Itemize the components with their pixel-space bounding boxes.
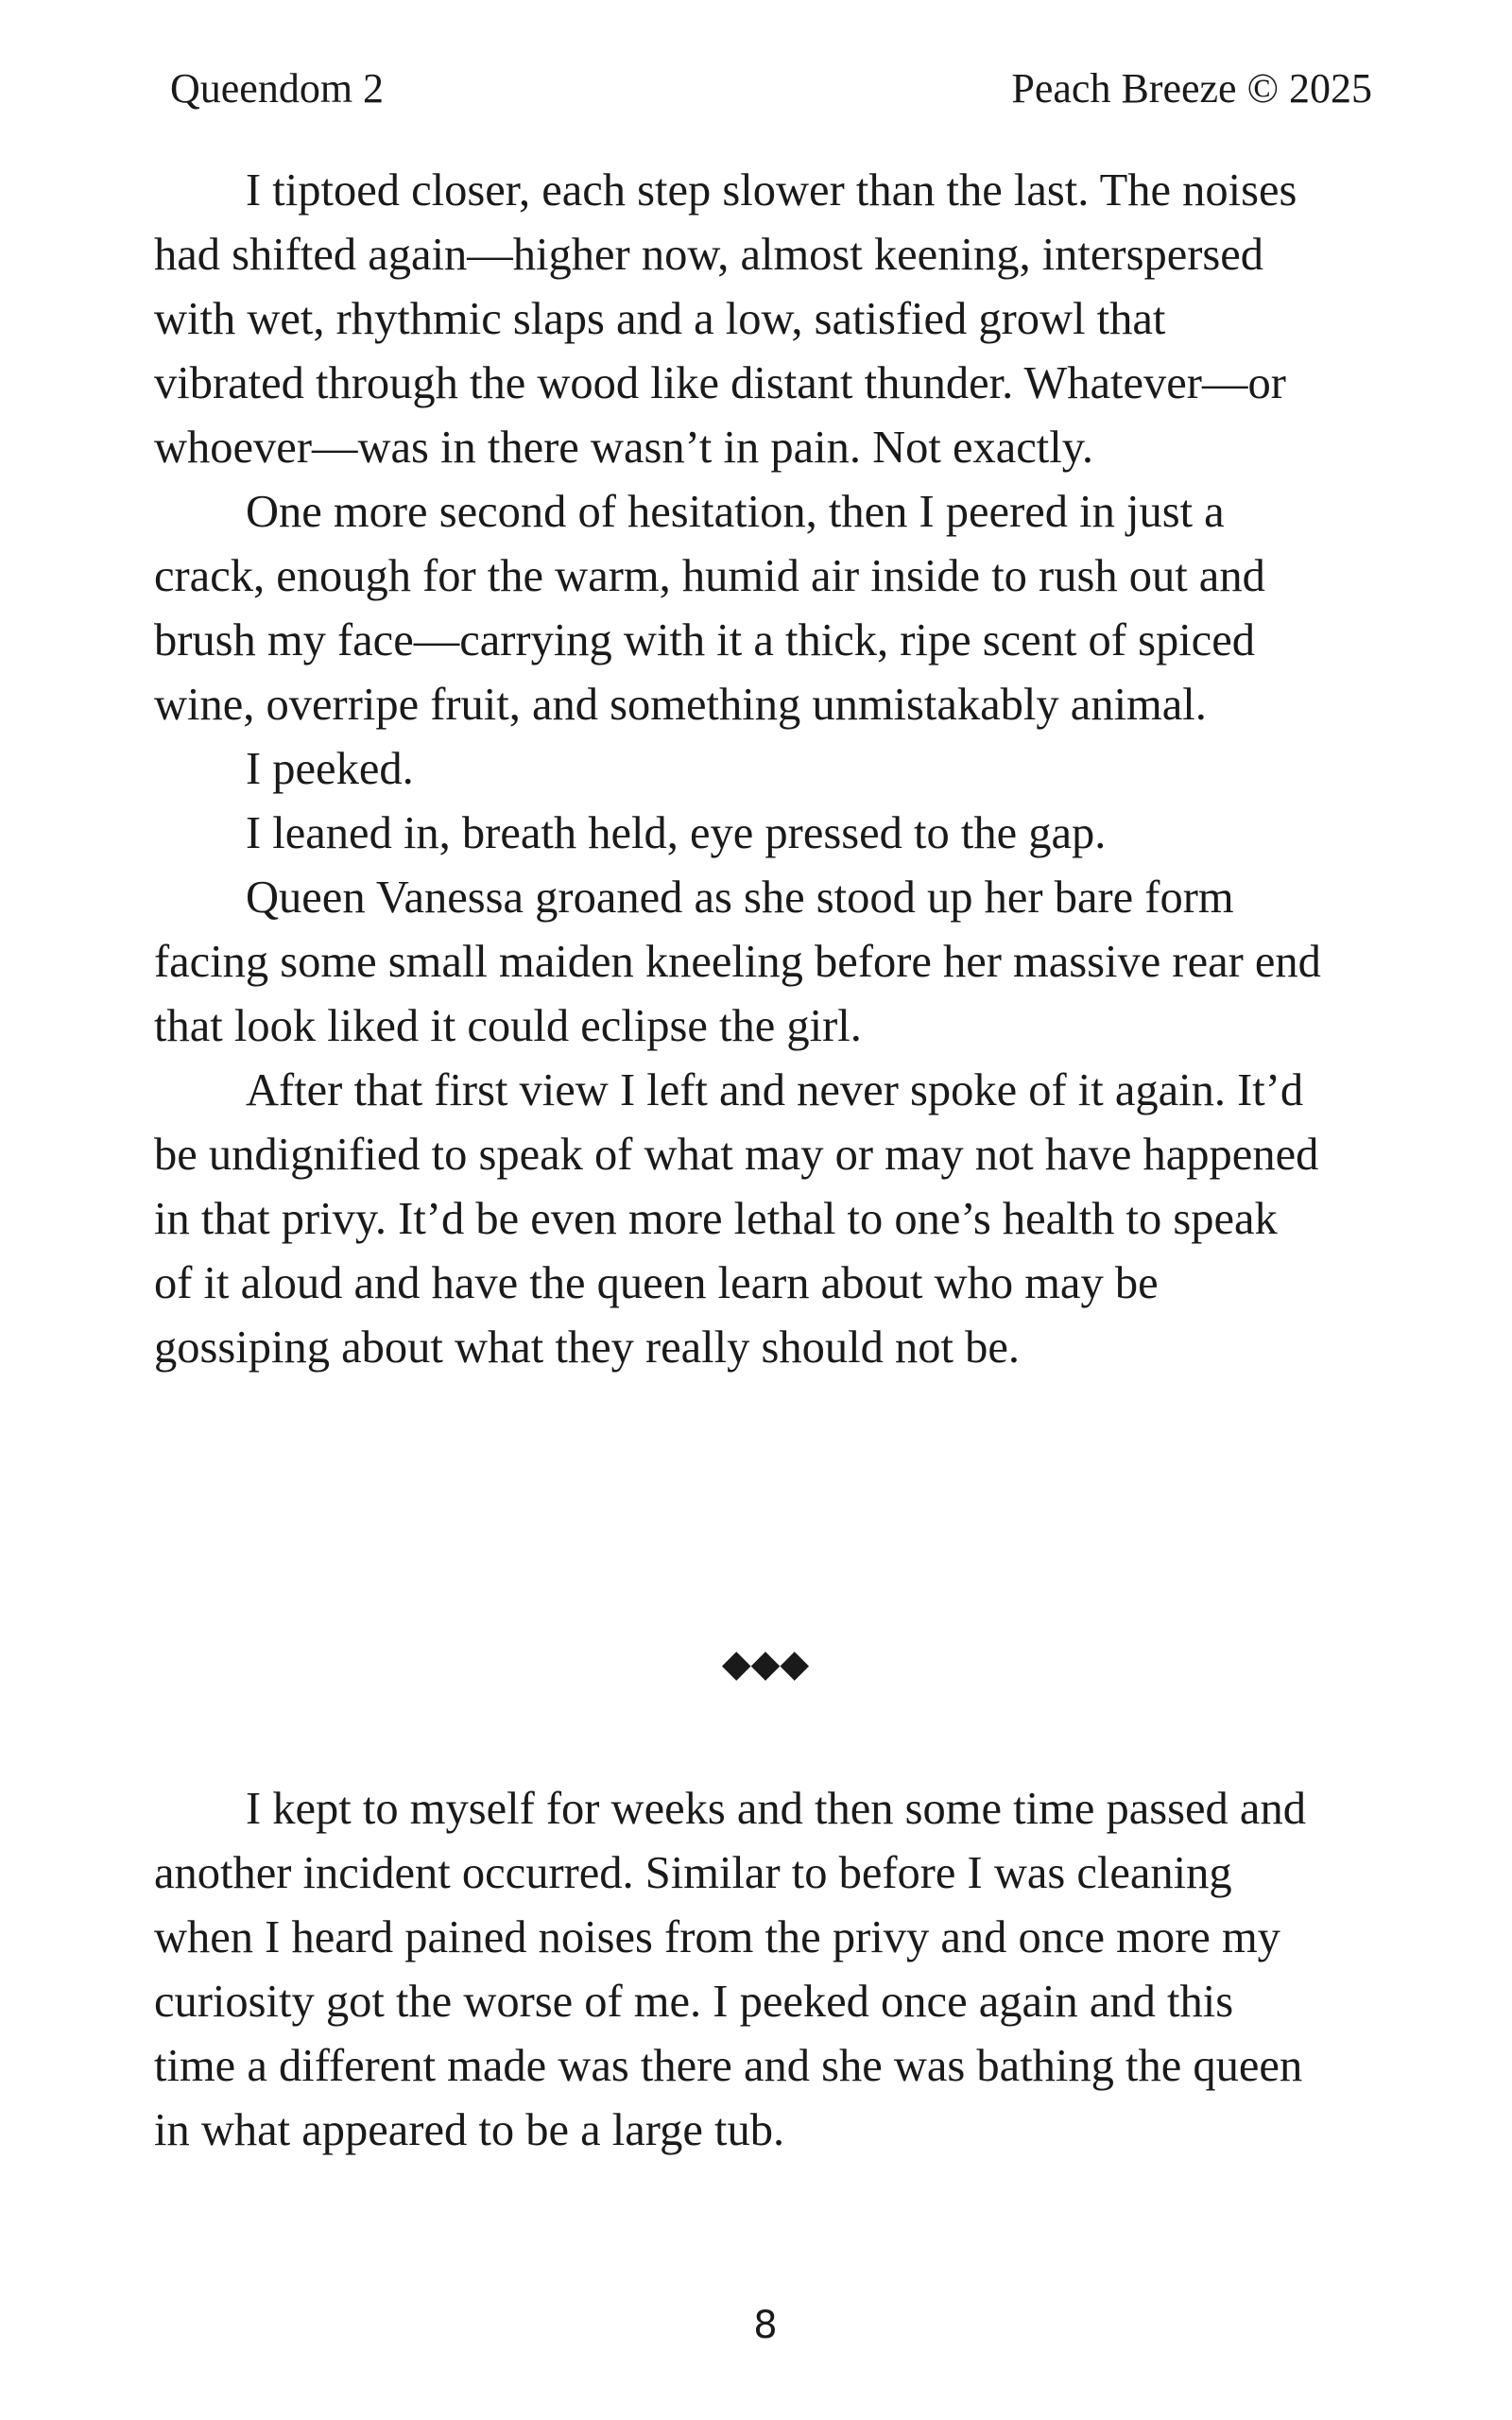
paragraph: Queen Vanessa groaned as she stood up her bare form facing some small maiden kneeling before her massive rear end that look liked it could eclipse the girl.: [154, 873, 1321, 1051]
page-number: 8: [753, 2304, 778, 2347]
author-copyright: Peach Breeze © 2025: [1011, 65, 1372, 112]
book-title: Queendom 2: [170, 65, 385, 112]
text-section-1: [154, 159, 1326, 1380]
text-section-2: [154, 1777, 1326, 2163]
paragraph: After that first view I left and never spoke of it again. It’d be undignified to speak of what may or may not have happened in that privy. It’d be even more lethal to one’s health to speak of it aloud and have the queen learn about who may be gossiping about what they really should not be.: [154, 1065, 1319, 1373]
section-break-diamonds: ◆◆◆: [721, 1642, 810, 1685]
paragraph: I tiptoed closer, each step slower than the last. The noises had shifted again—higher now, almost keening, interspersed with wet, rhythmic slaps and a low, satisfied growl that vibrated through the wood like distant thunder. Whatever—or whoever—was in there wasn’t in pain. Not exactly.: [154, 165, 1297, 473]
paragraph: I kept to myself for weeks and then some time passed and another incident occurred. Similar to before I was cleaning when I heard pained noises from the privy and once more my curiosity got the worse of me. I peeked once again and this time a different made was there and she was bathing the queen in what appeared to be a large tub.: [154, 1784, 1306, 2155]
paragraph: I peeked.: [246, 744, 414, 794]
paragraph: One more second of hesitation, then I peered in just a crack, enough for the warm, humid air inside to rush out and brush my face—carrying with it a thick, ripe scent of spiced wine, overripe fruit, and something unmistakably animal.: [154, 487, 1265, 730]
paragraph: I leaned in, breath held, eye pressed to the gap.: [246, 808, 1107, 858]
